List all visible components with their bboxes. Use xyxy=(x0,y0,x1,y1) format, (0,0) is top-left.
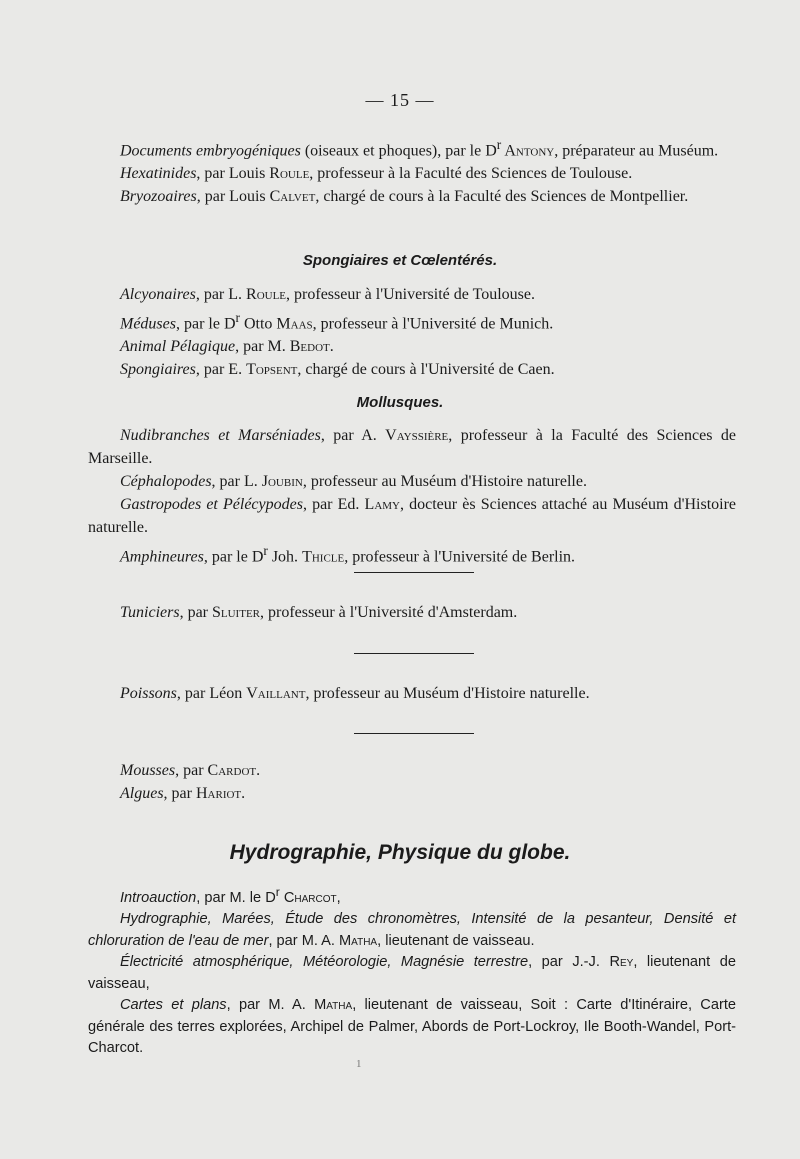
spongiaires-section xyxy=(88,283,736,381)
entry: Tuniciers, par Sluiter, professeur à l'Université d'Amsterdam. xyxy=(120,604,518,621)
entry: Hydrographie, Marées, Étude des chronomètres, Intensité de la pesanteur, Densité et chloruration de l'eau de mer, par M. A. Matha, lieutenant de vaisseau. xyxy=(88,911,736,949)
botanique-section xyxy=(88,759,736,805)
entry: Algues, par Hariot. xyxy=(120,785,246,802)
entry: Nudibranches et Marséniades, par A. Vayssière, professeur à la Faculté des Sciences de Marseille. xyxy=(88,427,736,467)
entry: Introauction, par M. le $D^r$ Charcot, xyxy=(120,885,341,906)
divider-rule xyxy=(354,733,474,734)
divider-rule xyxy=(354,572,474,573)
intro-section xyxy=(88,133,736,208)
entry: Documents embryogéniques (oiseaux et phoques), par le $D^r$ Antony, préparateur au Muséum. xyxy=(120,137,719,160)
entry: Électricité atmosphérique, Météorologie, Magnésie terrestre, par J.-J. Rey, lieutenant de vaisseau, xyxy=(88,954,736,992)
entry: Animal Pélagique, par M. Bedot. xyxy=(120,338,334,356)
entry: Méduses, par le $D^r$ Otto Maas, professeur à l'Université de Munich. xyxy=(120,310,554,333)
entry: Bryozoaires, par Louis Calvet, chargé de cours à la Faculté des Sciences de Montpellier. xyxy=(120,188,689,206)
entry: Céphalopodes, par L. Joubin, professeur au Muséum d'Histoire naturelle. xyxy=(120,473,587,490)
entry: Hexatinides, par Louis Roule, professeur à la Faculté des Sciences de Toulouse. xyxy=(120,165,633,183)
tuniciers-section xyxy=(88,601,736,624)
entry: Spongiaires, par E. Topsent, chargé de cours à l'Université de Caen. xyxy=(120,361,555,379)
section-heading-spongiaires: Spongiaires et Cœlentérés. xyxy=(302,252,498,269)
entry: Poissons, par Léon Vaillant, professeur au Muséum d'Histoire naturelle. xyxy=(120,685,590,702)
entry: Cartes et plans, par M. A. Matha, lieutenant de vaisseau, Soit : Carte d'Itinéraire, Carte générale des terres explorées, Archipel de Palmer, Abords de Port-Lockroy, Ile Booth-Wandel, Port-Charcot. xyxy=(88,997,736,1057)
entry: Alcyonaires, par L. Roule, professeur à l'Université de Toulouse. xyxy=(120,286,535,303)
hydrographie-section xyxy=(88,882,736,1060)
divider-rule xyxy=(354,653,474,654)
entry: Gastropodes et Pélécypodes, par Ed. Lamy, docteur ès Sciences attaché au Muséum d'Histoire naturelle. xyxy=(88,496,737,536)
printer-mark: 1 xyxy=(356,1058,362,1070)
section-heading-hydrographie: Hydrographie, Physique du globe. xyxy=(229,841,571,864)
mollusques-section xyxy=(88,424,736,568)
entry: Amphineures, par le $D^r$ Joh. Thicle, professeur à l'Université de Berlin. xyxy=(120,543,576,566)
poissons-section xyxy=(88,682,736,705)
section-heading-mollusques: Mollusques. xyxy=(356,394,444,411)
entry: Mousses, par Cardot. xyxy=(120,762,261,779)
page-number: — 15 — xyxy=(365,90,435,110)
